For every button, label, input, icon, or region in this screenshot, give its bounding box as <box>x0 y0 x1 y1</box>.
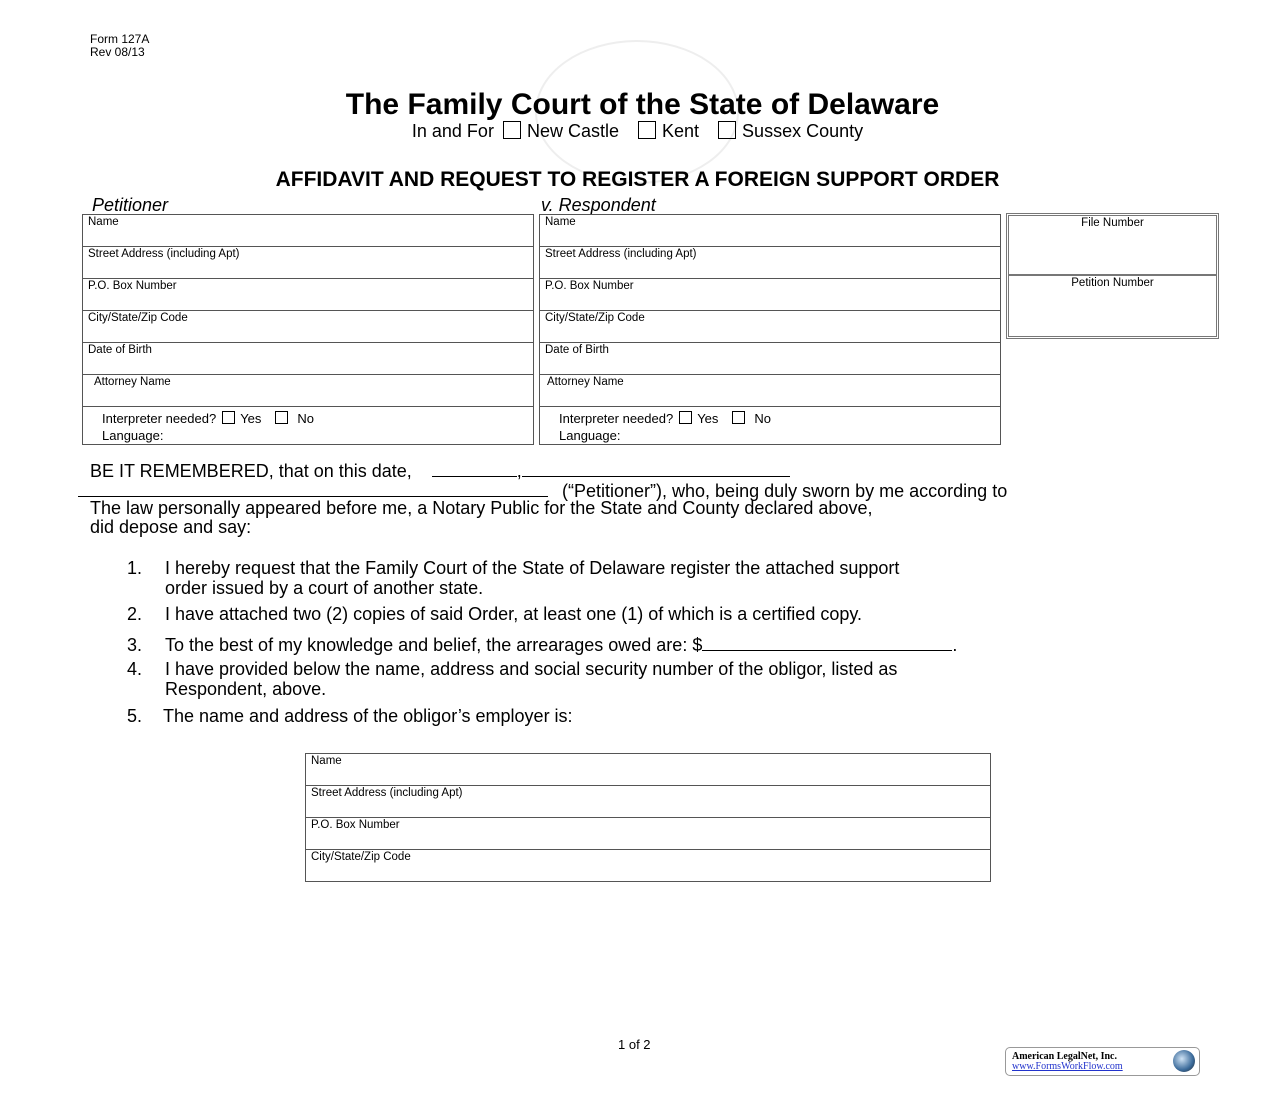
employer-street-field[interactable]: Street Address (including Apt) <box>306 786 991 818</box>
yes-label: Yes <box>240 411 262 426</box>
respondent-pobox-field[interactable]: P.O. Box Number <box>540 279 1001 311</box>
item-text: The name and address of the obligor’s employer is: <box>163 706 573 726</box>
item-text: To the best of my knowledge and belief, the arrearages owed are: $ <box>165 635 703 655</box>
petitioner-dob-field[interactable]: Date of Birth <box>83 343 534 375</box>
item-number: 1. <box>127 558 143 578</box>
yes-label: Yes <box>697 411 719 426</box>
employer-city-field[interactable]: City/State/Zip Code <box>306 850 991 882</box>
remembered-line: BE IT REMEMBERED, that on this date, , <box>90 458 790 481</box>
petitioner-pobox-field[interactable]: P.O. Box Number <box>83 279 534 311</box>
kent-checkbox[interactable] <box>638 121 656 139</box>
new-castle-checkbox[interactable] <box>503 121 521 139</box>
petitioner-interpreter <box>83 407 534 445</box>
item-4 <box>127 659 897 699</box>
item-1 <box>127 558 899 598</box>
respondent-interpreter <box>540 407 1001 445</box>
item-2 <box>127 604 862 624</box>
sussex-label: Sussex County <box>742 121 864 141</box>
notary-line: The law personally appeared before me, a Notary Public for the State and County declared above, <box>90 498 873 518</box>
item-text: I have provided below the name, address and social security number of the obligor, listed as <box>165 659 898 679</box>
petitioner-name-field[interactable]: Name <box>83 215 534 247</box>
respondent-street-field[interactable]: Street Address (including Apt) <box>540 247 1001 279</box>
petitioner-street-field[interactable]: Street Address (including Apt) <box>83 247 534 279</box>
logo-link[interactable]: www.FormsWorkFlow.com <box>1012 1061 1123 1072</box>
file-number-field[interactable]: File Number <box>1009 216 1216 276</box>
respondent-language-field[interactable]: Language: <box>559 428 621 443</box>
globe-icon <box>1173 1050 1195 1072</box>
respondent-label: v. Respondent <box>541 195 656 215</box>
petitioner-city-field[interactable]: City/State/Zip Code <box>83 311 534 343</box>
employer-pobox-field[interactable]: P.O. Box Number <box>306 818 991 850</box>
item-5 <box>127 706 573 726</box>
item-text-cont: order issued by a court of another state. <box>165 578 484 598</box>
page-title: The Family Court of the State of Delaware <box>345 88 940 121</box>
item-3: 3. To the best of my knowledge and belief, the arrearages owed are: $ . <box>127 632 957 655</box>
respondent-table <box>539 214 1001 445</box>
interpreter-label: Interpreter needed? <box>559 411 674 426</box>
remembered-text: BE IT REMEMBERED, that on this date, <box>90 461 412 481</box>
kent-label: Kent <box>662 121 700 141</box>
petitioner-table <box>82 214 534 445</box>
item-number: 2. <box>127 604 143 624</box>
court-use-box <box>1006 213 1219 339</box>
date-blank[interactable] <box>432 458 517 477</box>
revision: Rev 08/13 <box>90 45 145 59</box>
item-number: 3. <box>127 635 143 655</box>
form-heading: AFFIDAVIT AND REQUEST TO REGISTER A FOREIGN SUPPORT ORDER <box>275 168 1000 191</box>
depose-line: did depose and say: <box>90 517 252 537</box>
petitioner-name-blank[interactable] <box>78 478 548 497</box>
item-number: 5. <box>127 706 143 726</box>
respondent-name-field[interactable]: Name <box>540 215 1001 247</box>
county-prefix: In and For <box>411 121 494 141</box>
date-year-blank[interactable] <box>522 458 790 477</box>
petitioner-text: (“Petitioner”), who, being duly sworn by me according to <box>562 481 1008 501</box>
petitioner-interpreter-yes-checkbox[interactable] <box>222 411 235 424</box>
sussex-checkbox[interactable] <box>718 121 736 139</box>
no-label: No <box>754 411 772 426</box>
item-text: I hereby request that the Family Court of the State of Delaware register the attached support <box>165 558 900 578</box>
item-text-cont: Respondent, above. <box>165 679 327 699</box>
respondent-attorney-field[interactable]: Attorney Name <box>540 375 1001 407</box>
petitioner-attorney-field[interactable]: Attorney Name <box>83 375 534 407</box>
employer-table <box>305 753 991 882</box>
item-number: 4. <box>127 659 143 679</box>
new-castle-label: New Castle <box>526 121 619 141</box>
logo-name: American LegalNet, Inc. <box>1012 1051 1117 1062</box>
arrearages-blank[interactable] <box>702 632 952 651</box>
respondent-interpreter-yes-checkbox[interactable] <box>679 411 692 424</box>
respondent-dob-field[interactable]: Date of Birth <box>540 343 1001 375</box>
petitioner-language-field[interactable]: Language: <box>102 428 164 443</box>
interpreter-label: Interpreter needed? <box>102 411 217 426</box>
county-line <box>0 121 1275 142</box>
form-id: Form 127A <box>90 32 150 46</box>
page-number: 1 of 2 <box>618 1037 651 1052</box>
item-text: I have attached two (2) copies of said Order, at least one (1) of which is a certified copy. <box>165 604 863 624</box>
petitioner-interpreter-no-checkbox[interactable] <box>275 411 288 424</box>
legalnet-logo <box>1005 1047 1200 1076</box>
respondent-interpreter-no-checkbox[interactable] <box>732 411 745 424</box>
no-label: No <box>297 411 315 426</box>
respondent-city-field[interactable]: City/State/Zip Code <box>540 311 1001 343</box>
employer-name-field[interactable]: Name <box>306 754 991 786</box>
petitioner-label: Petitioner <box>92 195 169 215</box>
petition-number-field[interactable]: Petition Number <box>1071 277 1154 289</box>
